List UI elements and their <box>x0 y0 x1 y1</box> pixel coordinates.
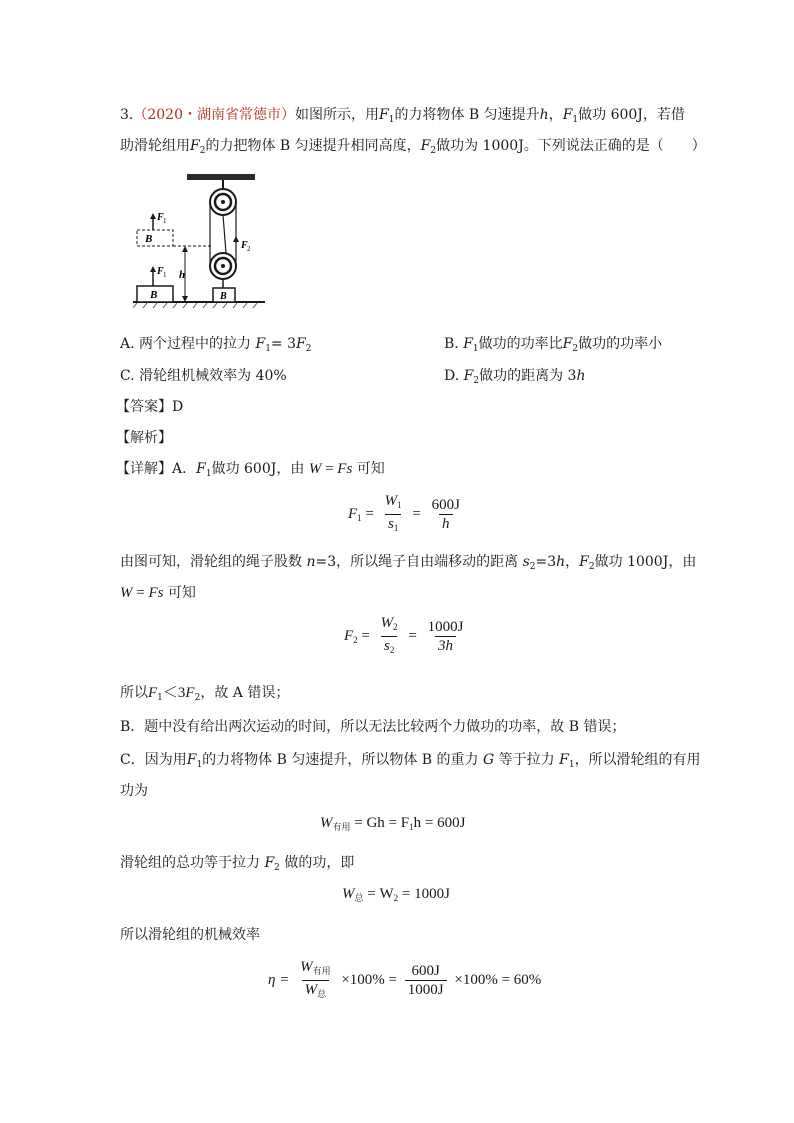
svg-text:2: 2 <box>247 245 251 253</box>
equation-useful-work: $W_{有用} = Gh = F_1h = 600J$ <box>320 815 466 832</box>
option-a[interactable]: A. 两个过程中的拉力 $F_1= 3F_2$ <box>120 336 312 354</box>
pulley-figure <box>133 170 265 310</box>
figure-label-h: h <box>179 269 186 281</box>
question-line-1: 3.（2020・湖南省常德市）如图所示，用$F_1$的力将物体 B 匀速提升h，$F_1$做功 600J，若借 <box>120 107 685 125</box>
equation-total-work: $W_总 = W_2 = 1000J$ <box>342 886 450 903</box>
svg-text:1: 1 <box>163 271 167 279</box>
question-source: 2020・湖南省常德市 <box>147 107 281 123</box>
symbol-f2: F <box>190 138 200 154</box>
symbol-f1: F <box>379 107 389 123</box>
detail-line-3: W = Fs 可知 <box>120 585 196 601</box>
option-b[interactable]: B. $F_1$做功的功率比$F_2$做功的功率小 <box>444 336 663 354</box>
efficiency-line: 所以滑轮组的机械效率 <box>120 927 260 943</box>
svg-text:1: 1 <box>163 217 167 225</box>
conclusion-b: B．题中没有给出两次运动的时间，所以无法比较两个力做功的功率，故 B 错误； <box>120 719 626 735</box>
option-d[interactable]: D. $F_2$做功的距离为 3h <box>444 368 586 386</box>
question-text: 如图所示，用 <box>295 107 379 123</box>
figure-label-b: B <box>150 289 158 301</box>
detail-line-1: 【详解】A．$F_1$做功 600J，由 W = Fs 可知 <box>116 461 385 479</box>
conclusion-a: 所以$F_1<3F_2$，故 A 错误； <box>120 685 290 703</box>
svg-text:B: B <box>145 233 153 245</box>
svg-text:B: B <box>220 291 227 302</box>
equation-efficiency: η = $\frac{W_{有用}}{W_总}$ ×100% = $\frac{600J}{1000J}$ ×100% = 60% <box>268 958 541 1003</box>
equation-f2: $F_2$ = $\frac{W_2}{s_2}$ = $\frac{1000J}{3h}$ <box>344 614 470 659</box>
question-number: 3. <box>120 107 134 123</box>
conclusion-c-line-1: C．因为用$F_1$的力将物体 B 匀速提升，所以物体 B 的重力 G 等于拉力 $F_1$，所以滑轮组的有用 <box>120 752 701 770</box>
question-source-open: （ <box>133 107 148 123</box>
svg-text:F: F <box>157 212 164 223</box>
equation-f1: $F_1$ = $\frac{W_1}{s_1}$ = $\frac{600J}{h}$ <box>348 492 467 537</box>
analysis-tag: 【解析】 <box>116 430 172 446</box>
answer-line <box>116 396 183 416</box>
question-source-close: ） <box>281 107 295 123</box>
svg-text:F: F <box>241 240 248 251</box>
option-c[interactable]: C. 滑轮组机械效率为 40% <box>120 368 287 384</box>
answer-value: D <box>172 399 184 415</box>
question-line-2: 助滑轮组用$F_2$的力把物体 B 匀速提升相同高度，$F_2$做功为 1000J。下列说法正确的是（ ） <box>120 138 706 156</box>
total-work-line: 滑轮组的总功等于拉力 $F_2$ 做的功，即 <box>120 855 355 873</box>
svg-text:F: F <box>157 266 164 277</box>
detail-line-2: 由图可知，滑轮组的绳子股数 n=3，所以绳子自由端移动的距离 $s_2=3h$，$F_2$做功 1000J，由 <box>120 554 697 572</box>
answer-tag: 【答案】 <box>116 399 172 415</box>
conclusion-c-line-2: 功为 <box>120 783 148 799</box>
